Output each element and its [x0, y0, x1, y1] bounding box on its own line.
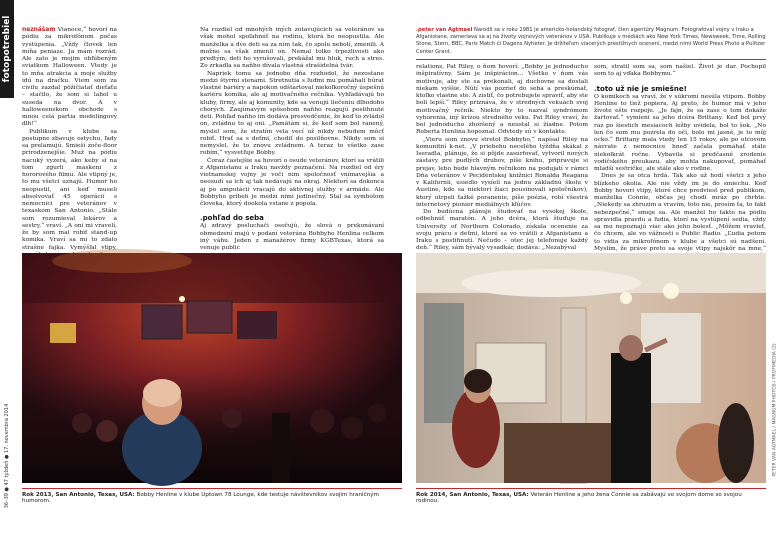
caption-right-text: Veterán Henline a jeho žena Connie sa zabávajú vo svojom dome so svojou rodinou.	[416, 492, 742, 504]
col1-p1: neznášam Vianoce,“ hovorí na pódiu za mikrofónom počas vystúpenia. „Vždy človek len míňa peniaze. Ja mám rozrád. Ale zato je mojim obľúbeným sviatkom Halloween. Vtedy je to mňa atrakcia a moje služby idú na dračku. Viem som za civilu zazdal pôžičiatať dieťaťu – stačilo, že som si lahol u suseda na dvor. A v halloweenskom obchode s mnou celá partia modelingový dlh!“	[22, 27, 117, 128]
bio-text: Narodil sa v roku 1981 je americko-holandský fotograf, člen agentúry Magnum. Fotografoval vojny v Iraku a Afganistane, zameriava sa aj na životy vojnových veteránov v USA. Publikuje v médiách ako New York Times, Newsweek, Time, Rolling Stone, Stern, BBC, Paris Match či Dagens Nyheter. Je držiteľom viacerých prestížnych ocenení, medzi nimi World Press Photo a Pulitzer Center Grant.	[416, 27, 766, 55]
section-label: fotopotrebiel	[2, 15, 12, 83]
col3-p2: „Vieru som znovu stretol Bobbyho,“ napísal Riley na komunitní k-net. „V priebehu necelého týždňa skákal z Iseradla, plánuje, že si pôjde zasurfovať, vytvoril nových zástavy pre pudlých drubov, píše knihu, pripravuje si prejav, lebo bude hlavným rečníkom na podujatí v rámci Dňa veteránov v Pecidentskej knižnici Ronalda Reagana v Kalifornii, usiedlo vysíelí na jednu základnú školu v Austine, kde sa niektorí žiaci pousinovali spoločníkov), ktorý utrpeli ťažké poranenie, píše poézia, robí všestrá internetový pionier mediálnych kľúčov.	[416, 136, 588, 208]
caption-left-place: Rok 2013, San Antonio, Texas, USA:	[22, 492, 135, 498]
comedy-club-image	[22, 253, 402, 483]
col4-p2: O komikoch sa vraví, že v súkromí nesúla vtipom. Bobby Henline to tiež popiera. Aj preto, že humor má v jeho živote ešte rozpoje. „Je fajn, že sa zase o tom dokáže žartovať.“ vymieni sa jeho dcéra Brittany. Keď bol prvý raz po šiestich mesiacoch ležby uvidela, bol to šok. „No len čo som mu pozrela do očí, bolo mi jasné, je to môj ocko.“ Brittany mala vtedy len 15 rokov, ale po otcovom návrate z nemocnice hneď začala pomáhať stále niekolkrát ročne. Vybavila si predčasné zrodenie vodičského preukazu, aby mohla nakupovať, pomáhať mladší sestričke, ale stále ako v rodine.	[594, 93, 766, 172]
article-column-1	[22, 27, 117, 257]
photo-credit-rail	[770, 300, 780, 520]
col4-p1: som, stratil som sa, som našiel. Život je dar. Pochopil som to aj vďaka Bobbymu.“	[594, 64, 766, 78]
col2-p4: Aj zdravý posluchači osočujú, že slová o prekonávaní obmedzení majú v podaní veterána Bobbyho Henlina celkom iný váhu. Jeden z manažérov firmy KGBTexas, ktorá sa venuje public	[200, 223, 384, 251]
caption-divider-left	[22, 488, 402, 489]
caption-right	[416, 492, 766, 504]
lead-word: neznášam	[22, 27, 56, 33]
bio-divider	[416, 59, 766, 60]
article-column-3	[416, 64, 588, 257]
section-tab	[0, 0, 14, 98]
subheading-2: .pohľad do seba	[200, 214, 264, 223]
caption-left-text: Bobby Henline v klube Uptown 78 Lounge, kde testuje návštevníkov svojim hraničným humorom.	[22, 492, 379, 504]
col2-p1: Na rozdiel od mnohých iných zotavujúcich sa veteránov sa však mohol spoľahnúť na rodinu, ktorá ho neopustila. Ale manželka a dve deti sa za ním tak, čo spolu nebolí, zmenili. A možno sa však zmenil on. Nemal tolko trpezlivosti ako predtým, deti ho vyrušovali, prekážal mu hluk, ruch a stres. Zo zrkadla sa naňho dívala vlastná strašidelná tvár.	[200, 27, 384, 70]
article-column-2	[200, 27, 384, 257]
caption-right-place: Rok 2014, San Antonio, Texas, USA:	[416, 492, 529, 498]
col2-p2: Napriek tomu sa jednobo dňa rozhodol, že nezostane medzi štyrmi stenami. Stretnutia s ľuďmi mu pomáhali búrat vlastné bariéry a napokon odštartoval niekoľkoročný úspešnú kariéru komika, ale aj motivačného rečníka. Vyhľadávajú ho kluby, firmy, ale aj komunity, kde sa venujú liečeniu dlhodobo chorých. Zaujímavým spôsobom naňho reagujú postihnuté deti. Pohľad naňho im dodáva presvedčenie, že keď to zvládol on, zvládnu to aj oni. „Pamätám si, že keď som bol ranený, myslel som, že stratím vela vecí už nikdy nebudem môcť robiť. Hrať sa s deťmi, chodiť do posilňovne. Nikdy som si nemyslel, že to znovu zvládnem. A teraz to všetko zase robím,“ vysvetľuje Bobby.	[200, 70, 384, 157]
photo-home	[416, 253, 766, 483]
photo-comedy-club	[22, 253, 402, 483]
folio-text: 36–39 ● 47 týždeň ● 17. novembra 2014	[4, 403, 10, 509]
bio-name: .peter van Agtmael	[416, 27, 473, 33]
photo-credit: PETER VAN AGTMAEL / MAGNUM PHOTOS / PROFIMEDIA (2)	[772, 343, 778, 477]
col1-p2: Publikum v klube sa postupne zbavuje ostychu, ľady sa prelamujú. Smieší zoče-floor prirodzenejšie. Muž na pódiu nacuký vyzerá, ako keby si na tom zgurli maskeni z hororového filmu. Ale vtipný je, to mu všetci uznajú. Humor ho neopustil, ani keď museli absolvovať 45 operácií s nemocnici pre veteránov v texaskom San Antonio. „Stále som rozumieval lekárov a sestry,“ vraví. „A oni mi vravelí, že by som mal robiť stand-up komika. Vraví sa mi to zdalo strašne fajka. Vymýšľal vtipy,	[22, 128, 117, 251]
subheading-3: .toto už nie je smiešne!	[594, 84, 687, 93]
col4-p3: Dnes je sa otca hrdá. Tak ako už hodí všetci z jeho blízkeho okolia. Ale nie vždy im je do smiechu. Keď Bobby hovorí vtipy, ktoré chce predviesť pred publikom, manželka Connie, občas jej chodí mráz po chrbte. „Niekedy sa zhruzim a vravím, toto nie, prosím ťa, to fakt nebezpečné,“ smeje sa. Ale manžel ho takto na pódiu spravidla pravdu a ľudia, ktorí na vystúpení sedia, vždy sa mu nepoznajú viac ako jeho bolesť. „Môžem vravieť, čo chcem, ale vo vážnosti s Public Radio. „Ľudia potom to vidia za mikrofónom v klube a všetci sú nadšení. Myslím, že práve preto sa svoje vtipy najskôr na mne,“	[594, 173, 766, 252]
caption-divider-right	[416, 488, 766, 489]
col2-p3: Čoraz častejšie sa hovorí o osude veteránov, ktorí sa vrátili z Afganistanu a Iraku navždy poznačení. Na rozdiel od éry vietnamskej vojny je voči nim spoločnosť vnímavejšia a neosudí sa ich aj tak nedávajú na okraj. Niektorí sa dokonca aj po amputácii vracajú do aktívnej služby v armáde. Ale Bobbyho príbeh je medzi nimi jedinečný. Stal sa symbolom človeka, ktorý dookola vstane z popola.	[200, 157, 384, 207]
col3-p1: relations, Pat Riley, o ňom hovorí: „Bobby je jednoducho inšpiratívny. Sám je inšpirácion... Všetko v ňom vás motivuje, aby ste sa prekonali, aj duchovne sa dostali niekam vyššie. Nútí vás pozrieť do seba a preskúmať, ktoľko vlastne ste. A zistíť, čo potrebujete spraviť, aby ste boli lepší.“ Riley priznáva, že v stredných vekuách svoj mottivačný rečník. Niekto by to nazval syndrómom vyhorenia, iný krízou stredného veku. Pat Riley vraví, že bol jednoducho zhoršený a neustál si žiadne. Potom Roberta Henlina hopoznal. Odvtedy sú v kontakte.	[416, 64, 588, 136]
folio	[1, 391, 13, 521]
caption-left	[22, 492, 402, 504]
photographer-bio	[416, 27, 766, 56]
col3-p3: Do budúcna plánuje študovať na vysokej škole, odbehnúť maratón. A jeho dcéra, ktorá študuje na University of Northern Colorado, získala ocenenie za svoju prácu s deťmi, ktoré sa vo vrátili z Afganistanu a Iraku s postihnutí. Nečudo – otec jej telefonuje každý deň.“ Riley, sám bývalý vysadkár, dodáva: „Nezabýval	[416, 209, 588, 252]
article-column-4	[594, 64, 766, 257]
home-image	[416, 253, 766, 483]
spine	[0, 0, 14, 533]
